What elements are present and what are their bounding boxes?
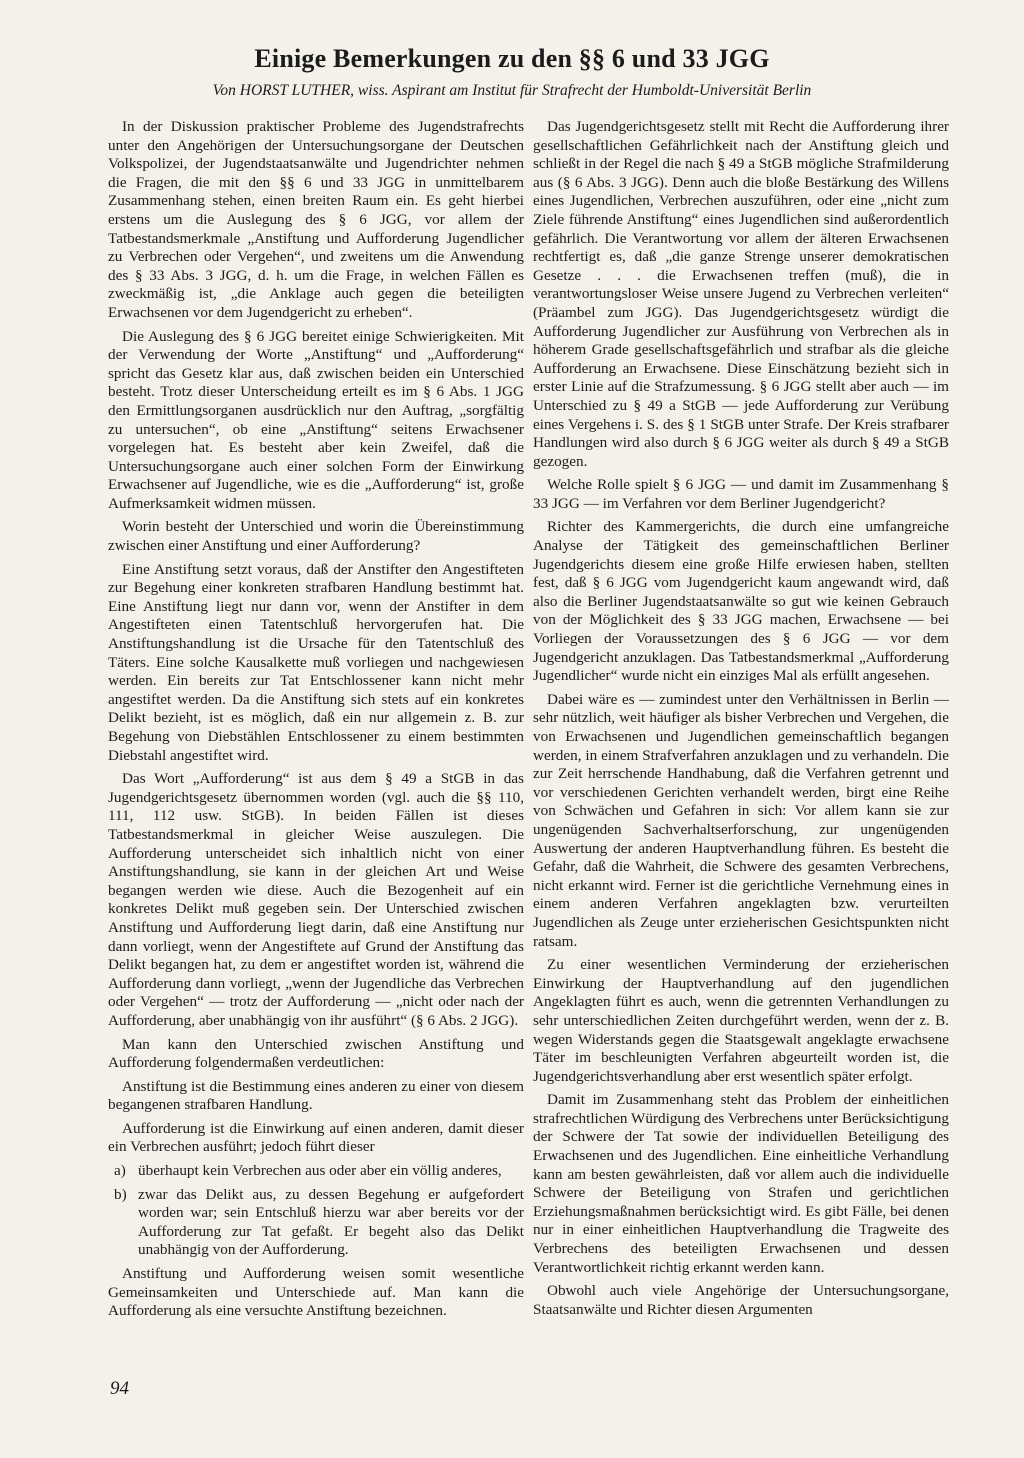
- right-column: [533, 118, 949, 1324]
- list-item-a: [108, 1162, 524, 1181]
- paragraph: Richter des Kammergerichts, die durch eine umfangreiche Analyse der Tätigkeit des gemeinschaftlichen Berliner Jugendgerichts diesem eine große Hilfe erwiesen haben, stellten fest, daß § 6 JGG vom Jugendgericht kaum angewandt wird, daß also die Berliner Jugendstaatsanwälte so gut wie keinen Gebrauch von der Möglichkeit des § 33 JGG machen, Erwachsene — bei Vorliegen der Voraussetzungen des § 6 JGG — vor dem Jugendgericht anzuklagen. Das Tatbestandsmerkmal „Aufforderung Jugendlicher“ wurde nicht ein einziges Mal als erfüllt angesehen.: [533, 518, 949, 685]
- paragraph: Das Jugendgerichtsgesetz stellt mit Recht die Aufforderung ihrer gesellschaftlichen Gefährlichkeit nach der Anstiftung gleich und schließt in der Regel die nach § 49 a StGB mögliche Strafmilderung aus (§ 6 Abs. 3 JGG). Denn auch die bloße Bestärkung des Willens eines Jugendlichen, Verbrechen auszuführen, oder eine „nicht zum Ziele führende Anstiftung“ eines Jugendlichen sind außerordentlich gefährlich. Die Verantwortung vor allem der älteren Erwachsenen rechtfertigt es, daß „die ganze Strenge unserer demokratischen Gesetze . . . die Erwachsenen treffen (muß), die in verantwortungsloser Weise unsere Jugend zu Verbrechen verleiten“ (Präambel zum JGG). Das Jugendgerichtsgesetz würdigt die Aufforderung Jugendlicher zur Ausführung von Verbrechen als in höherem Grade gesellschaftsgefährlich und strafbar als die gleiche Aufforderung an Erwachsene. Diese Einschätzung bezieht sich in erster Linie auf die Strafzumessung. § 6 JGG stellt aber auch — im Unterschied zu § 49 a StGB — jede Aufforderung zur Verübung eines Vergehens i. S. des § 1 StGB unter Strafe. Der Kreis strafbarer Handlungen wird also durch § 6 JGG weiter als durch § 49 a StGB gezogen.: [533, 118, 949, 470]
- article-byline: Von HORST LUTHER, wiss. Aspirant am Institut für Strafrecht der Humboldt-Universität Berlin: [212, 82, 812, 99]
- paragraph: Worin besteht der Unterschied und worin die Übereinstimmung zwischen einer Anstiftung und einer Aufforderung?: [108, 518, 524, 555]
- paragraph: Welche Rolle spielt § 6 JGG — und damit im Zusammenhang § 33 JGG — im Verfahren vor dem Berliner Jugendgericht?: [533, 476, 949, 512]
- paragraph: Eine Anstiftung setzt voraus, daß der Anstifter den Angestifteten zur Begehung einer konkreten strafbaren Handlung bestimmt hat. Eine Anstiftung liegt nur dann vor, wenn der Anstifter in dem Angestifteten einen Tatentschluß hervorgerufen hat. Die Anstiftungshandlung ist die Ursache für den Tatentschluß des Täters. Eine solche Kausalkette muß vorliegen und nachgewiesen werden. Ein bereits zur Tat Entschlossener kann nicht mehr angestiftet werden. Da die Anstiftung sich stets auf ein konkretes Delikt bezieht, ist es möglich, daß ein nur allgemein z. B. zur Begehung von Diebstählen Entschlossener zu einem bestimmten Diebstahl angestiftet wird.: [108, 560, 524, 764]
- paragraph: Die Auslegung des § 6 JGG bereitet einige Schwierigkeiten. Mit der Verwendung der Worte „Anstiftung“ und „Aufforderung“ spricht das Gesetz klar aus, daß zwischen beiden ein Unterschied besteht. Trotz dieser Unterscheidung erteilt es im § 6 Abs. 1 JGG den Ermittlungsorganen ausdrücklich nur den Auftrag, „sorgfältig zu untersuchen“, ob eine „Anstiftung“ seitens Erwachsener vorgelegen hat. Es besteht aber kein Zweifel, daß die Untersuchungsorgane auch einer solchen Form der Einwirkung Erwachsener auf Jugendliche, wie es die „Aufforderung“ ist, große Aufmerksamkeit widmen müssen.: [108, 327, 524, 512]
- paragraph: Aufforderung ist die Einwirkung auf einen anderen, damit dieser ein Verbrechen ausführt; jedoch führt dieser: [108, 1119, 524, 1156]
- paragraph: Dabei wäre es — zumindest unter den Verhältnissen in Berlin — sehr nützlich, weit häufiger als bisher Verbrechen und Vergehen, die von Erwachsenen und Jugendlichen gemeinschaftlich begangen werden, in einem Strafverfahren anzuklagen und zu verhandeln. Die zur Zeit herrschende Handhabung, daß die Verfahren getrennt und vor verschiedenen Gerichten verhandelt werden, birgt eine Reihe von Schwächen und Gefahren in sich: Vor allem kann sie zur ungenügenden Sachverhaltserforschung, zur ungenügenden Auswertung der anderen Hauptverhandlung führen. Es besteht die Gefahr, daß die Wahrheit, die Schwere des gesamten Verbrechens, nicht erkannt wird. Ferner ist die gerichtliche Vernehmung eines in einem anderen Verfahren angeklagten bzw. verurteilten Jugendlichen als Zeuge unter erzieherischen Gesichtspunkten nicht ratsam.: [533, 690, 949, 950]
- paragraph: Damit im Zusammenhang steht das Problem der einheitlichen strafrechtlichen Würdigung des Verbrechens unter Berücksichtigung der Schwere der Tat sowie der individuellen Beteiligung des Erwachsenen und des Jugendlichen. Eine einheitliche Verhandlung kann am besten gewährleisten, daß vor allem auch die individuelle Schwere der Beteiligung von Strafen und gerichtlichen Erziehungsmaßnahmen berücksichtigt wird. Es gibt Fälle, bei denen nur in einer einheitlichen Hauptverhandlung die Tragweite des Verbrechens des beteiligten Erwachsenen und dessen Verantwortlichkeit richtig erkannt werden kann.: [533, 1091, 949, 1276]
- paragraph: Anstiftung und Aufforderung weisen somit wesentliche Gemeinsamkeiten und Unterschiede auf. Man kann die Aufforderung als eine versuchte Anstiftung bezeichnen.: [108, 1265, 524, 1320]
- paragraph: Zu einer wesentlichen Verminderung der erzieherischen Einwirkung der Hauptverhandlung auf den jugendlichen Angeklagten führt es auch, wenn die getrennten Verhandlungen zu sehr unterschiedlichen Zeiten durchgeführt werden, wenn der z. B. wegen Widerstands gegen die Staatsgewalt angeklagte erwachsene Täter im beschleunigten Verfahren abgeurteilt worden ist, die Jugendgerichtsverhandlung aber erst wesentlich später erfolgt.: [533, 956, 949, 1085]
- paragraph: Obwohl auch viele Angehörige der Untersuchungsorgane, Staatsanwälte und Richter diesen Argumenten: [533, 1282, 949, 1318]
- list-item-b: [108, 1186, 524, 1260]
- list-marker: a): [114, 1162, 126, 1180]
- list-marker: b): [114, 1185, 127, 1203]
- paragraph: In der Diskussion praktischer Probleme des Jugendstrafrechts unter den Angehörigen der Untersuchungsorgane der Deutschen Volkspolizei, der Jugendstaatsanwälte und Jugendrichter nehmen die Fragen, die mit den §§ 6 und 33 JGG in unmittelbarem Zusammenhang stehen, einen breiten Raum ein. Es geht hierbei erstens um die Auslegung des § 6 JGG, vor allem der Tatbestandsmerkmale „Anstiftung und Aufforderung Jugendlicher zu Verbrechen oder Vergehen“, und zweitens um die Anwendung des § 33 Abs. 3 JGG, d. h. um die Frage, in welchen Fällen es zweckmäßig ist, „die Anklage auch gegen die beteiligten Erwachsenen vor dem Jugendgericht zu erheben“.: [108, 118, 524, 321]
- paragraph: Man kann den Unterschied zwischen Anstiftung und Aufforderung folgendermaßen verdeutlichen:: [108, 1035, 524, 1072]
- left-column: [108, 118, 524, 1326]
- article-title: Einige Bemerkungen zu den §§ 6 und 33 JGG: [254, 44, 770, 73]
- page-number: 94: [110, 1378, 129, 1399]
- list-item-text: überhaupt kein Verbrechen aus oder aber ein völlig anderes,: [138, 1162, 502, 1180]
- paragraph: Anstiftung ist die Bestimmung eines anderen zu einer von diesem begangenen strafbaren Handlung.: [108, 1077, 524, 1114]
- paragraph: Das Wort „Aufforderung“ ist aus dem § 49 a StGB in das Jugendgerichtsgesetz übernommen worden (vgl. auch die §§ 110, 111, 112 usw. StGB). In beiden Fällen ist dieses Tatbestandsmerkmal in gleicher Weise auszulegen. Die Aufforderung unterscheidet sich inhaltlich nicht von einer Anstiftungshandlung, sie kann in der gleichen Art und Weise begangen werden wie diese. Auch die Bezogenheit auf ein konkretes Delikt muß gegeben sein. Der Unterschied zwischen Anstiftung und Aufforderung liegt darin, daß eine Anstiftung nur dann vorliegt, wenn der Angestiftete auf Grund der Anstiftung das Delikt begangen hat, zu dem er angestiftet worden ist, während die Aufforderung dann vorliegt, „wenn der Jugendliche das Verbrechen oder Vergehen“ — trotz der Aufforderung — „nicht oder nach der Aufforderung, aber unabhängig von ihr ausführt“ (§ 6 Abs. 2 JGG).: [108, 770, 524, 1029]
- list-item-text: zwar das Delikt aus, zu dessen Begehung er aufgefordert worden war; sein Entschluß hierzu war aber bereits vor der Aufforderung zur Tat gefaßt. Er begeht also das Delikt unabhängig von der Aufforderung.: [138, 1185, 524, 1259]
